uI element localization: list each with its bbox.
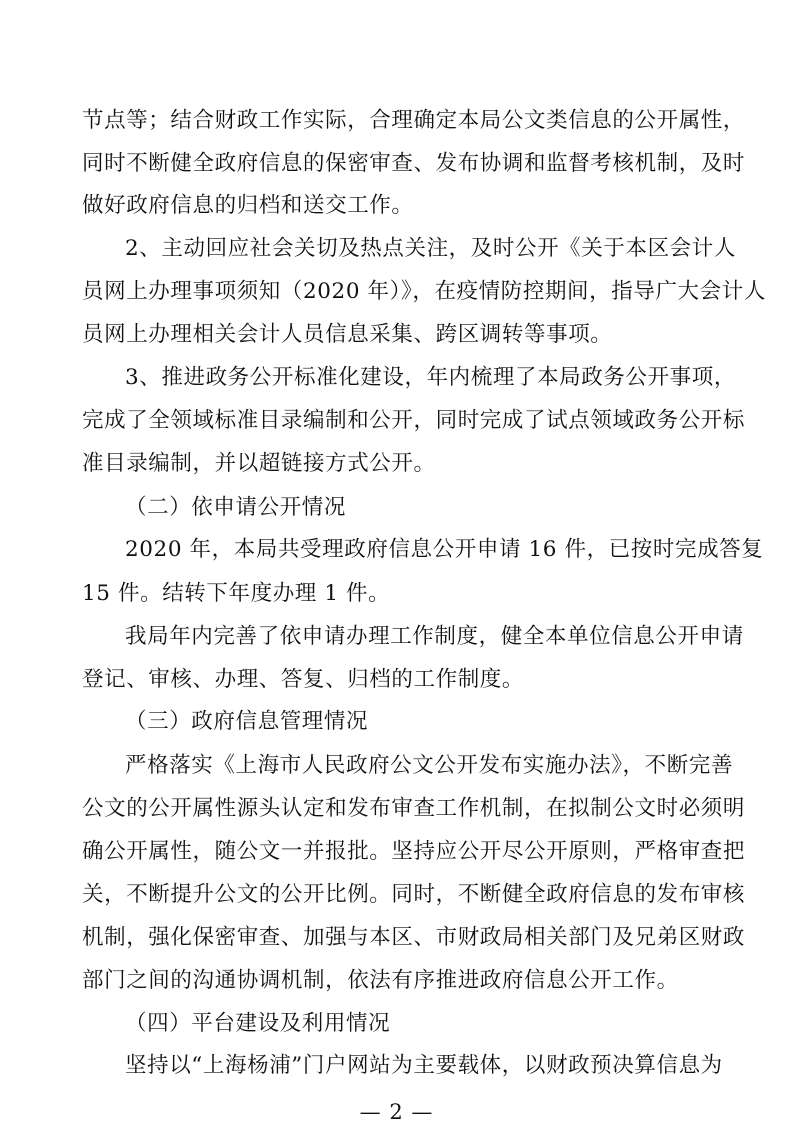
body-line-5: 员网上办理事项须知（2020 年）》，在疫情防控期间，指导广大会计人 (82, 279, 766, 304)
body-line-23: 坚持以“上海杨浦”门户网站为主要载体，以财政预决算信息为 (125, 1053, 723, 1078)
body-line-19: 关，不断提升公文的公开比例。同时，不断健全政府信息的发布审核 (82, 882, 746, 907)
body-line-4: 2、主动回应社会关切及热点关注，及时公开《关于本区会计人 (125, 236, 736, 261)
body-line-13: 我局年内完善了依申请办理工作制度，健全本单位信息公开申请 (125, 624, 744, 649)
body-line-7: 3、推进政务公开标准化建设，年内梳理了本局政务公开事项， (125, 365, 736, 390)
body-line-20: 机制，强化保密审查、加强与本区、市财政局相关部门及兄弟区财政 (82, 925, 746, 950)
body-line-18: 确公开属性，随公文一并报批。坚持应公开尽公开原则，严格审查把 (82, 839, 746, 864)
section-heading-4: （四）平台建设及利用情况 (125, 1011, 391, 1036)
body-line-3: 做好政府信息的归档和送交工作。 (82, 193, 414, 218)
page-number: — 2 — (359, 1100, 434, 1124)
body-line-6: 员网上办理相关会计人员信息采集、跨区调转等事项。 (82, 322, 613, 347)
body-line-9: 准目录编制，并以超链接方式公开。 (82, 451, 436, 476)
body-line-11: 2020 年，本局共受理政府信息公开申请 16 件，已按时完成答复 (125, 537, 764, 562)
body-line-17: 公文的公开属性源头认定和发布审查工作机制，在拟制公文时必须明 (82, 796, 746, 821)
body-line-2: 同时不断健全政府信息的保密审查、发布协调和监督考核机制，及时 (82, 151, 746, 176)
body-line-21: 部门之间的沟通协调机制，依法有序推进政府信息公开工作。 (82, 968, 679, 993)
section-heading-2: （二）依申请公开情况 (125, 495, 347, 520)
body-line-14: 登记、审核、办理、答复、归档的工作制度。 (82, 667, 525, 692)
section-heading-3: （三）政府信息管理情况 (125, 709, 369, 734)
body-line-12: 15 件。结转下年度办理 1 件。 (82, 581, 391, 606)
body-line-16: 严格落实《上海市人民政府公文公开发布实施办法》，不断完善 (125, 753, 734, 778)
body-line-8: 完成了全领域标准目录编制和公开，同时完成了试点领域政务公开标 (82, 408, 746, 433)
body-line-1: 节点等；结合财政工作实际，合理确定本局公文类信息的公开属性， (82, 108, 746, 133)
